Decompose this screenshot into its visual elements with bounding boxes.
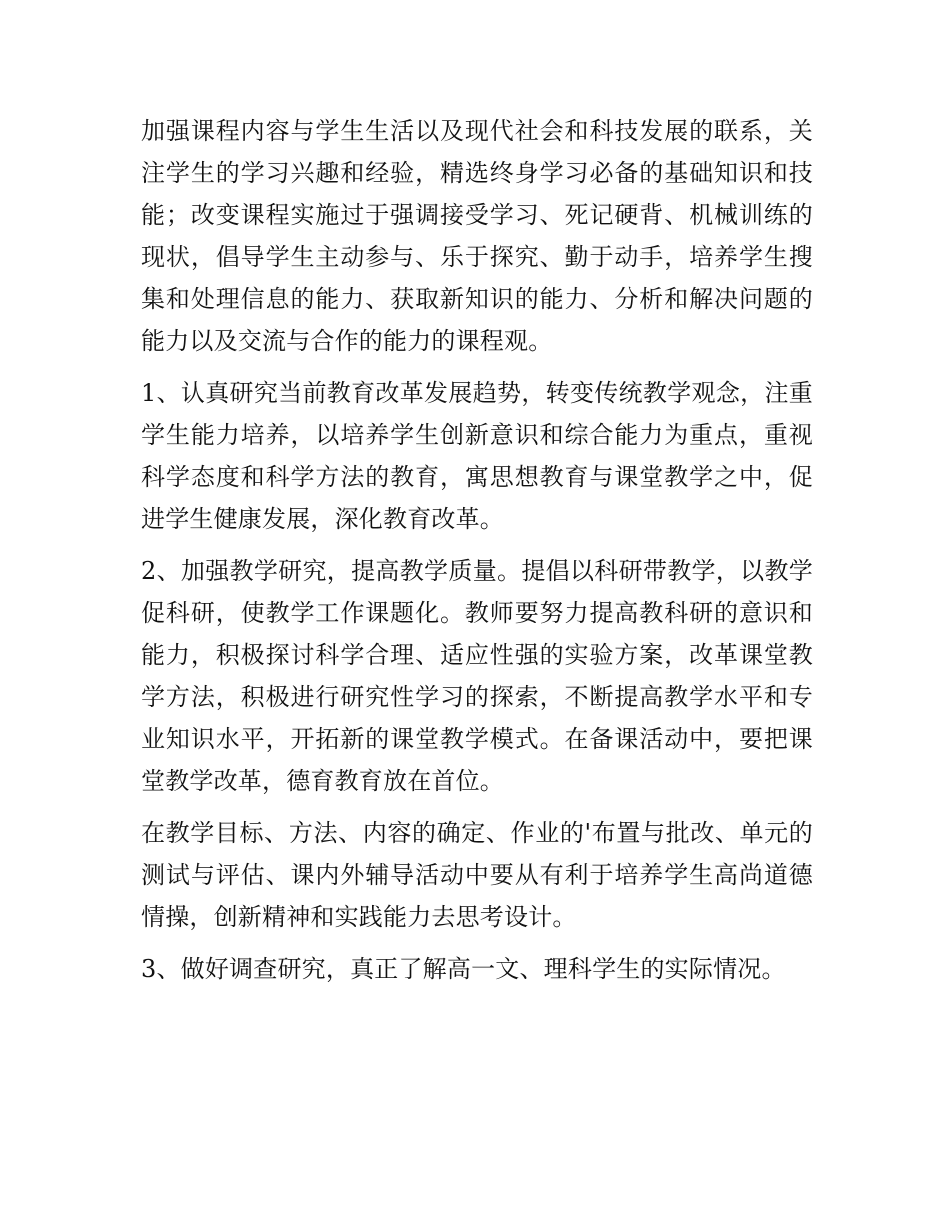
paragraph-teaching-goals: 在教学目标、方法、内容的确定、作业的'布置与批改、单元的测试与评估、课内外辅导活动中要从有利于培养学生高尚道德情操，创新精神和实践能力去思考设计。 [141,819,813,931]
paragraph-item-1: 1、认真研究当前教育改革发展趋势，转变传统教学观念，注重学生能力培养，以培养学生创新意识和综合能力为重点，重视科学态度和科学方法的教育，寓思想教育与课堂教学之中，促进学生健康发展，深化教育改革。 [141,379,813,533]
document-body [141,110,813,1000]
paragraph-course-concept: 加强课程内容与学生生活以及现代社会和科技发展的联系，关注学生的学习兴趣和经验，精选终身学习必备的基础知识和技能；改变课程实施过于强调接受学习、死记硬背、机械训练的现状，倡导学生主动参与、乐于探究、勤于动手，培养学生搜集和处理信息的能力、获取新知识的能力、分析和解决问题的能力以及交流与合作的能力的课程观。 [141,117,813,355]
paragraph-item-2: 2、加强教学研究，提高教学质量。提倡以科研带教学，以教学促科研，使教学工作课题化。教师要努力提高教科研的意识和能力，积极探讨科学合理、适应性强的实验方案，改革课堂教学方法，积极进行研究性学习的探索，不断提高教学水平和专业知识水平，开拓新的课堂教学模式。在备课活动中，要把课堂教学改革，德育教育放在首位。 [141,557,813,795]
paragraph-item-3: 3、做好调查研究，真正了解高一文、理科学生的实际情况。 [141,955,786,983]
